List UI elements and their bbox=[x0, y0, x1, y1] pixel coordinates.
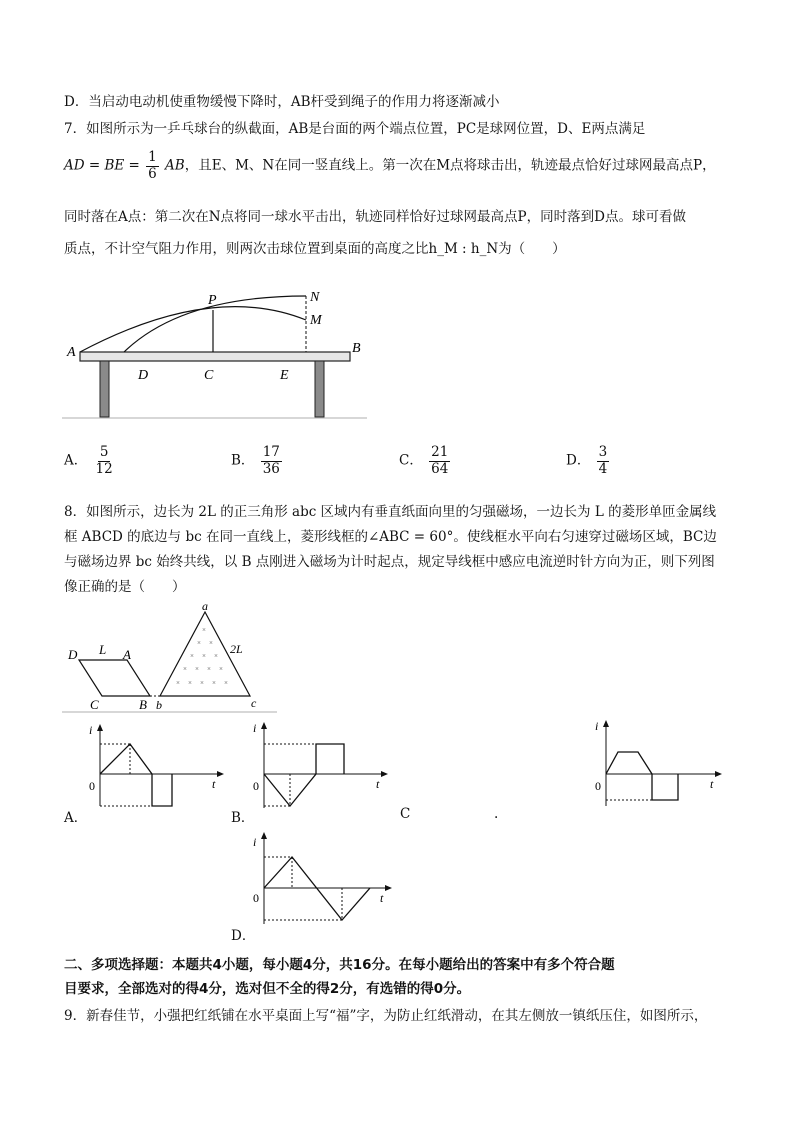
graph-b bbox=[250, 720, 390, 812]
svg-text:×: × bbox=[202, 652, 206, 660]
graph-a-t: t bbox=[212, 777, 216, 791]
svg-text:×: × bbox=[190, 652, 194, 660]
graph-b-curve bbox=[264, 744, 344, 806]
svg-text:×: × bbox=[209, 639, 213, 647]
q7-option-d-label: D． bbox=[566, 452, 591, 469]
table-leg-right bbox=[315, 361, 324, 417]
label-side-l: L bbox=[99, 642, 107, 657]
graph-c-t: t bbox=[710, 777, 714, 791]
q8-line4: 像正确的是（ ） bbox=[64, 579, 186, 595]
q7-option-b-num: 17 bbox=[262, 444, 280, 460]
svg-text:×: × bbox=[197, 639, 201, 647]
label-rhombus-d: D bbox=[68, 647, 78, 662]
q7-line4: 质点，不计空气阻力作用，则两次击球位置到桌面的高度之比h_M : h_N为（ ） bbox=[64, 241, 566, 257]
section2-heading-line1: 二、多项选择题：本题共4小题，每小题4分，共16分。在每小题给出的答案中有多个符合题 bbox=[64, 957, 615, 973]
svg-text:×: × bbox=[207, 665, 211, 673]
graph-a-origin: 0 bbox=[89, 779, 95, 793]
svg-text:×: × bbox=[188, 679, 192, 687]
magnetic-field-crosses bbox=[176, 626, 228, 687]
table-leg-left bbox=[100, 361, 109, 417]
label-n: N bbox=[310, 290, 320, 305]
q8-line3: 与磁场边界 bc 始终共线，以 B 点刚进入磁场为计时起点，规定导线框中感应电流逆时针方向为正，则下列图 bbox=[64, 554, 715, 570]
graph-d-origin: 0 bbox=[253, 891, 259, 905]
table-top bbox=[80, 352, 350, 361]
label-rhombus-c: C bbox=[90, 697, 99, 712]
svg-text:×: × bbox=[183, 665, 187, 673]
graph-c-i: i bbox=[595, 719, 599, 733]
q7-option-c-num: 21 bbox=[431, 444, 449, 460]
label-m: M bbox=[310, 313, 322, 328]
q7-eq-den: 6 bbox=[148, 165, 157, 182]
svg-text:×: × bbox=[212, 679, 216, 687]
q7-eq-num: 1 bbox=[148, 149, 157, 165]
q8-option-b[interactable]: B． bbox=[231, 810, 255, 826]
graph-a-i: i bbox=[89, 723, 93, 737]
q7-option-c[interactable] bbox=[399, 445, 452, 477]
graph-b-t: t bbox=[376, 777, 380, 791]
q7-option-a-num: 5 bbox=[99, 444, 109, 460]
label-tri-a: a bbox=[202, 602, 208, 613]
q7-option-b[interactable] bbox=[231, 445, 284, 477]
rhombus-abcd bbox=[79, 660, 150, 696]
q7-line1: 7．如图所示为一乒乓球台的纵截面，AB是台面的两个端点位置，PC是球网位置，D、E两点满足 bbox=[64, 121, 646, 137]
label-b: B bbox=[352, 341, 361, 356]
label-rhombus-b: B bbox=[139, 697, 147, 712]
graph-d-t: t bbox=[380, 891, 384, 905]
q7-option-c-den: 64 bbox=[431, 460, 449, 477]
q7-option-d-den: 4 bbox=[598, 460, 608, 477]
q7-option-a-den: 12 bbox=[95, 460, 113, 477]
svg-text:×: × bbox=[195, 665, 199, 673]
svg-text:×: × bbox=[219, 665, 223, 673]
q7-option-a-label: A． bbox=[64, 452, 88, 469]
q8-option-c-dot: . bbox=[494, 806, 499, 822]
q7-eq-suffix: AB bbox=[165, 157, 185, 174]
label-tri-b: b bbox=[156, 698, 162, 712]
q7-eq-fraction bbox=[146, 150, 159, 182]
svg-text:×: × bbox=[176, 679, 180, 687]
graph-c bbox=[592, 718, 726, 810]
q8-option-a[interactable]: A． bbox=[64, 810, 88, 826]
svg-text:×: × bbox=[200, 679, 204, 687]
q8-field-figure bbox=[62, 602, 277, 714]
label-p: P bbox=[208, 293, 217, 308]
q7-line2 bbox=[64, 150, 716, 182]
q7-option-a[interactable] bbox=[64, 445, 117, 477]
q7-option-d-num: 3 bbox=[598, 444, 608, 460]
svg-text:×: × bbox=[214, 652, 218, 660]
section2-heading-line2: 目要求，全部选对的得4分，选对但不全的得2分，有选错的得0分。 bbox=[64, 981, 471, 997]
graph-c-origin: 0 bbox=[595, 779, 601, 793]
q8-option-c[interactable]: C bbox=[400, 806, 411, 822]
q7-eq-prefix: AD = BE = bbox=[64, 157, 140, 174]
graph-b-i: i bbox=[253, 721, 257, 735]
q7-line3: 同时落在A点：第二次在N点将同一球水平击出，轨迹同样恰好过球网最高点P，同时落到D点。球可看做 bbox=[64, 209, 686, 225]
graph-a-curve bbox=[100, 744, 172, 806]
graph-b-origin: 0 bbox=[253, 779, 259, 793]
q8-line1: 8．如图所示，边长为 2L 的正三角形 abc 区域内有垂直纸面向里的匀强磁场，一边长为 L 的菱形单匝金属线 bbox=[64, 504, 717, 520]
label-d: D bbox=[138, 368, 149, 383]
q8-option-d[interactable]: D． bbox=[231, 928, 256, 944]
q7-line2-rest: ，且E、M、N在同一竖直线上。第一次在M点将球击出，轨迹最点恰好过球网最高点P， bbox=[184, 157, 716, 174]
q6-option-d: D．当启动电动机使重物缓慢下降时，AB杆受到绳子的作用力将逐渐减小 bbox=[64, 94, 500, 110]
q7-option-c-label: C． bbox=[399, 452, 423, 469]
svg-text:×: × bbox=[224, 679, 228, 687]
q7-option-b-label: B． bbox=[231, 452, 255, 469]
label-e: E bbox=[280, 368, 289, 383]
q7-option-b-den: 36 bbox=[262, 460, 280, 477]
label-tri-c: c bbox=[251, 696, 257, 710]
svg-text:×: × bbox=[202, 626, 206, 634]
label-c: C bbox=[204, 368, 214, 383]
label-side-2l: 2L bbox=[230, 642, 243, 656]
graph-d bbox=[250, 830, 395, 928]
q8-line2: 框 ABCD 的底边与 bc 在同一直线上，菱形线框的∠ABC = 60°。使线框水平向右匀速穿过磁场区域，BC边 bbox=[64, 529, 717, 545]
graph-c-curve bbox=[606, 752, 678, 800]
label-rhombus-a: A bbox=[123, 647, 131, 662]
q7-option-d[interactable] bbox=[566, 445, 611, 477]
label-a: A bbox=[67, 345, 76, 360]
q7-table-figure bbox=[62, 272, 367, 420]
q9-line1: 9．新春佳节，小强把红纸铺在水平桌面上写“福”字，为防止红纸滑动，在其左侧放一镇纸压住，如图所示， bbox=[64, 1008, 708, 1024]
graph-d-i: i bbox=[253, 835, 257, 849]
graph-a bbox=[86, 722, 226, 812]
